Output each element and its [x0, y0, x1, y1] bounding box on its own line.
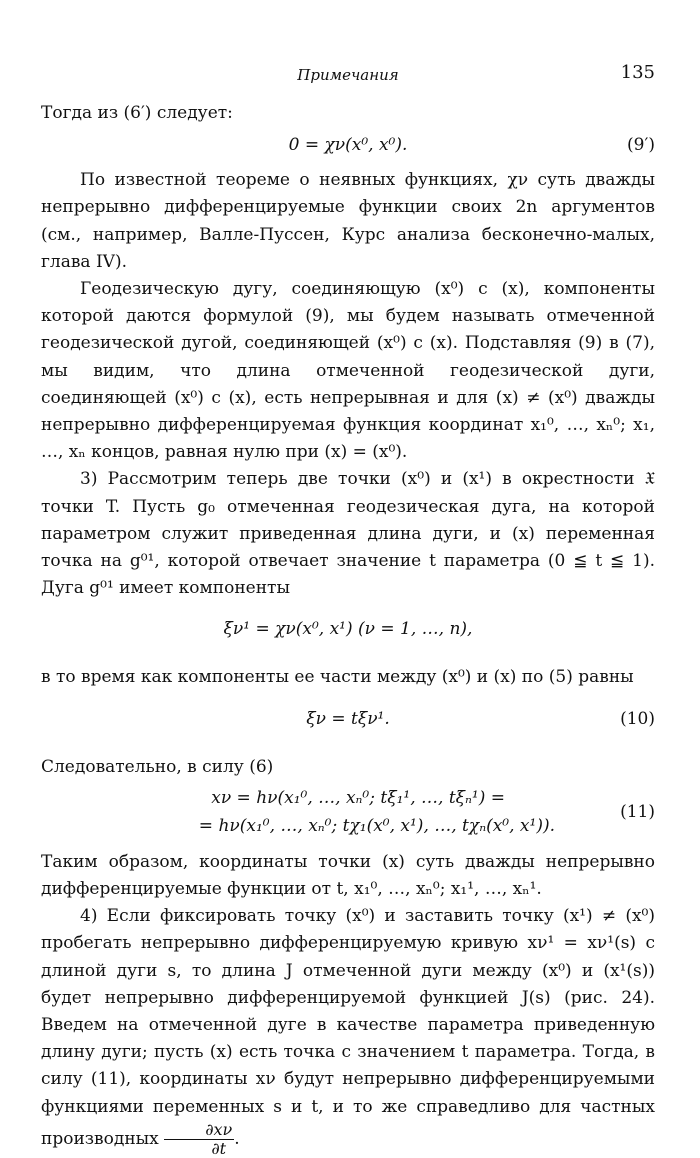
- equation-body: 0 = χν(x⁰, x⁰).: [288, 135, 408, 156]
- partial-derivative-fraction: [164, 1121, 234, 1158]
- fraction-numerator: ∂xν: [164, 1121, 234, 1140]
- equation-line-2: = hν(x₁⁰, …, xₙ⁰; tχ₁(x⁰, x¹), …, tχₙ(x⁰, x¹)).: [198, 815, 555, 836]
- paragraph-fix-point: [41, 903, 655, 1158]
- equation-number: (10): [620, 708, 655, 729]
- equation-line-1: xν = hν(x₁⁰, …, xₙ⁰; tξ₁¹, …, tξₙ¹) =: [211, 787, 505, 808]
- page-number: 135: [620, 62, 655, 83]
- paragraph-geodesic-arc: Геодезическую дугу, соединяющую (x⁰) с (x), компоненты которой даются формулой (9), мы будем называть отмеченной геодезической дугой, соединяющей (x⁰) с (x). Подставляя (9) в (7), мы видим, что длина отмеченной геодезической дуги, соединяющей (x⁰) с (x), есть непрерывная и для (x) ≠ (x⁰) дважды непрерывно дифференцируемая функция координат x₁⁰, …, xₙ⁰; x₁, …, xₙ концов, равная нулю при (x) = (x⁰).: [41, 279, 655, 463]
- equation-11: [41, 785, 655, 841]
- equation-9-prime: [41, 127, 655, 163]
- intro-line: Тогда из (6′) следует:: [41, 103, 233, 123]
- equation-xi-components: [41, 602, 655, 664]
- equation-number: (9′): [627, 135, 655, 156]
- paragraph-end: .: [234, 1128, 240, 1149]
- document-body: [41, 100, 655, 1158]
- paragraph-consequently: Следовательно, в силу (6): [41, 756, 274, 777]
- page-header: [41, 62, 655, 88]
- running-head: Примечания: [297, 66, 399, 84]
- equation-body: ξν = tξν¹.: [306, 708, 390, 729]
- paragraph-coordinates: Таким образом, координаты точки (x) суть дважды непрерывно дифференцируемые функции от t, x₁⁰, …, xₙ⁰; x₁¹, …, xₙ¹.: [41, 851, 655, 900]
- paragraph-text: 4) Если фиксировать точку (x⁰) и заставить точку (x¹) ≠ (x⁰) пробегать непрерывно дифференцируемую кривую xν¹ = xν¹(s) с длиной дуги s, то длина J отмеченной дуги между (x⁰) и (x¹(s)) будет непрерывно дифференцируемой функцией J(s) (рис. 24). Введем на отмеченной дуге в качестве параметра приведенную длину дуги; пусть (x) есть точка с значением t параметра. Тогда, в силу (11), координаты xν будут непрерывно дифференцируемыми функциями переменных s и t, и то же справедливо для частных производных: [41, 906, 655, 1149]
- paragraph-two-points: 3) Рассмотрим теперь две точки (x⁰) и (x¹) в окрестности 𝔛 точки T. Пусть g₀ отмеченная геодезическая дуга, на которой параметром служит приведенная длина дуги, и (x) переменная точка на g⁰¹, которой отвечает значение t параметра (0 ≦ t ≦ 1). Дуга g⁰¹ имеет компоненты: [41, 469, 655, 599]
- paragraph-implicit-functions: По известной теореме о неявных функциях, χν суть дважды непрерывно дифференцируемые функции своих 2n аргументов (см., например, Валле-Пуссен, Курс анализа бесконечно-малых, глава IV).: [41, 170, 655, 272]
- fraction-denominator: ∂t: [211, 1138, 227, 1158]
- equation-body: ξν¹ = χν(x⁰, x¹) (ν = 1, …, n),: [223, 619, 473, 640]
- equation-10: [41, 692, 655, 754]
- equation-number: (11): [620, 801, 655, 822]
- paragraph-components-part: в то время как компоненты ее части между (x⁰) и (x) по (5) равны: [41, 667, 634, 688]
